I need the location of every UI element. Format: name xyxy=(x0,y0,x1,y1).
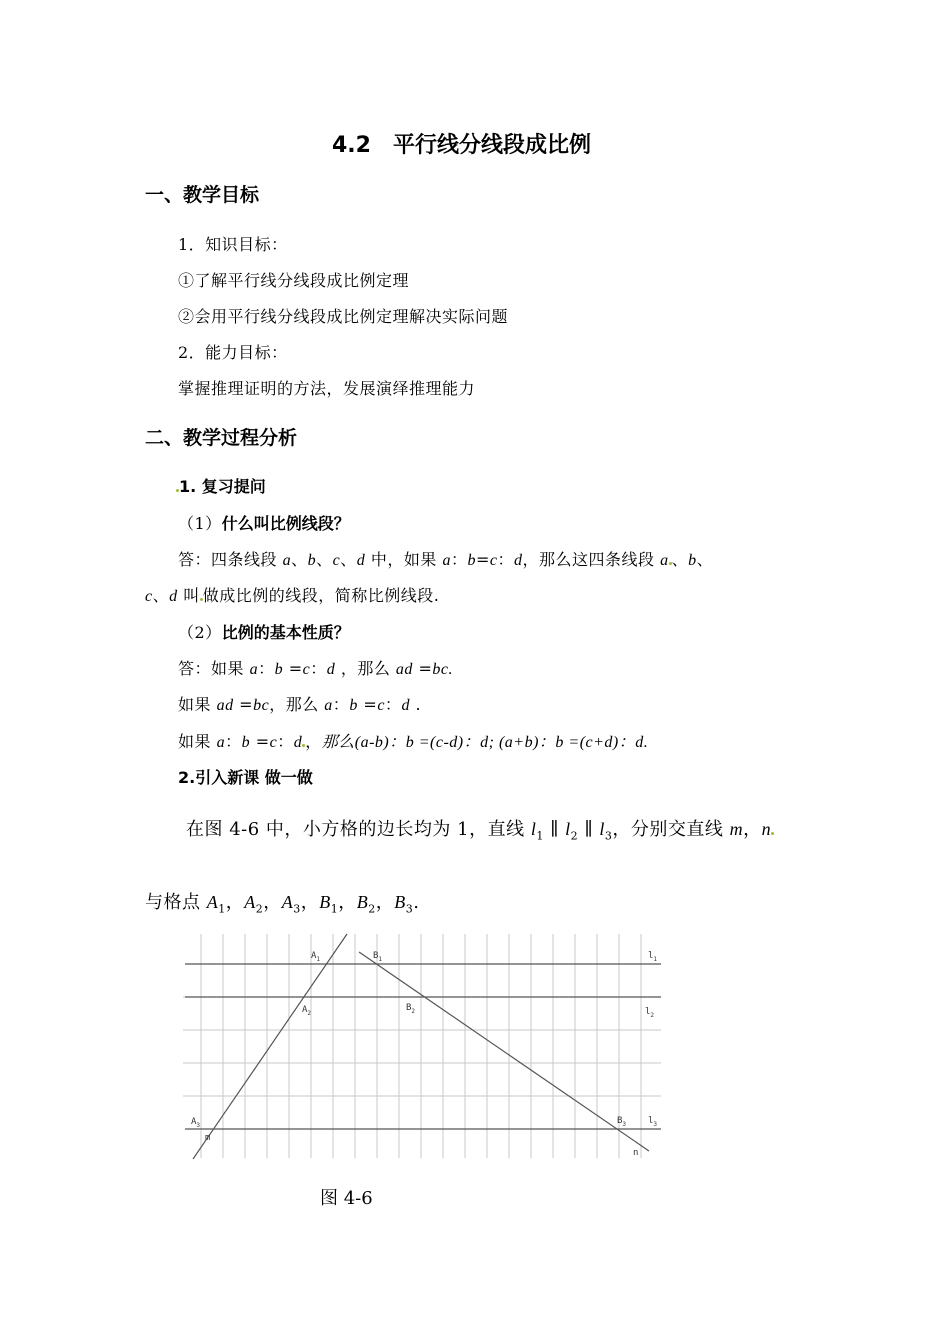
grid-lines xyxy=(183,934,661,1158)
label-A3: $A_3$ xyxy=(191,1117,201,1129)
review-heading: 1. 复习提问 xyxy=(176,474,266,497)
parallel-lines xyxy=(185,964,661,1129)
label-l2: $l_2$ xyxy=(645,1007,655,1019)
knowledge-goal-label: 1．知识目标： xyxy=(178,235,288,254)
knowledge-goal-1: ①了解平行线分线段成比例定理 xyxy=(178,271,410,290)
grid-figure xyxy=(183,930,668,1162)
figure-caption: 图 4-6 xyxy=(320,1188,373,1209)
label-A1: $A_1$ xyxy=(311,951,321,963)
section-heading-goals: 一、教学目标 xyxy=(145,184,260,206)
answer-2-line-2: 如果 ad =bc，那么 a：b =c：d . xyxy=(178,695,422,714)
answer-2-line-3: 如果 a：b =c：d ，那么(a-b)：b =(c-d)：d; (a+b)：b =(c+d)：d. xyxy=(178,732,649,751)
label-m: m xyxy=(205,1133,211,1143)
label-l3: $l_3$ xyxy=(648,1116,658,1128)
ability-goal-1: 掌握推理证明的方法，发展演绎推理能力 xyxy=(178,379,476,398)
question-2: （2）比例的基本性质？ xyxy=(178,623,350,642)
answer-1-line-1: 答：四条线段 a、b、c、d 中，如果 a：b=c：d，那么这四条线段 a 、b、 xyxy=(178,550,714,569)
label-n: n xyxy=(633,1148,639,1158)
question-1: （1）什么叫比例线段？ xyxy=(178,514,350,533)
answer-2-line-1: 答：如果 a：b =c：d ，那么 ad =bc. xyxy=(178,659,454,678)
answer-1-line-2: c、d 叫 做成比例的线段，简称比例线段. xyxy=(145,586,440,605)
page-title: 4.2 平行线分线段成比例 xyxy=(332,133,591,158)
label-l1: $l_1$ xyxy=(648,951,658,963)
line-m xyxy=(193,934,347,1159)
label-A2: $A_2$ xyxy=(302,1005,312,1017)
label-B2: $B_2$ xyxy=(406,1003,416,1015)
ability-goal-label: 2．能力目标： xyxy=(178,343,288,362)
exercise-line-2: 与格点 $A_1$，$A_2$，$A_3$，$B_1$，$B_2$，$B_3$. xyxy=(145,892,420,916)
knowledge-goal-2: ②会用平行线分线段成比例定理解决实际问题 xyxy=(178,307,509,326)
section-heading-process: 二、教学过程分析 xyxy=(145,427,298,449)
new-lesson-heading: 2.引入新课 做一做 xyxy=(178,768,313,787)
exercise-line-1: 在图 4-6 中，小方格的边长均为 1，直线 $l_1$ ∥ $l_2$ ∥ $l_3$，分别交直线 m，n xyxy=(186,815,774,843)
label-B3: $B_3$ xyxy=(617,1116,627,1128)
line-n xyxy=(359,952,649,1151)
label-B1: $B_1$ xyxy=(373,951,383,963)
